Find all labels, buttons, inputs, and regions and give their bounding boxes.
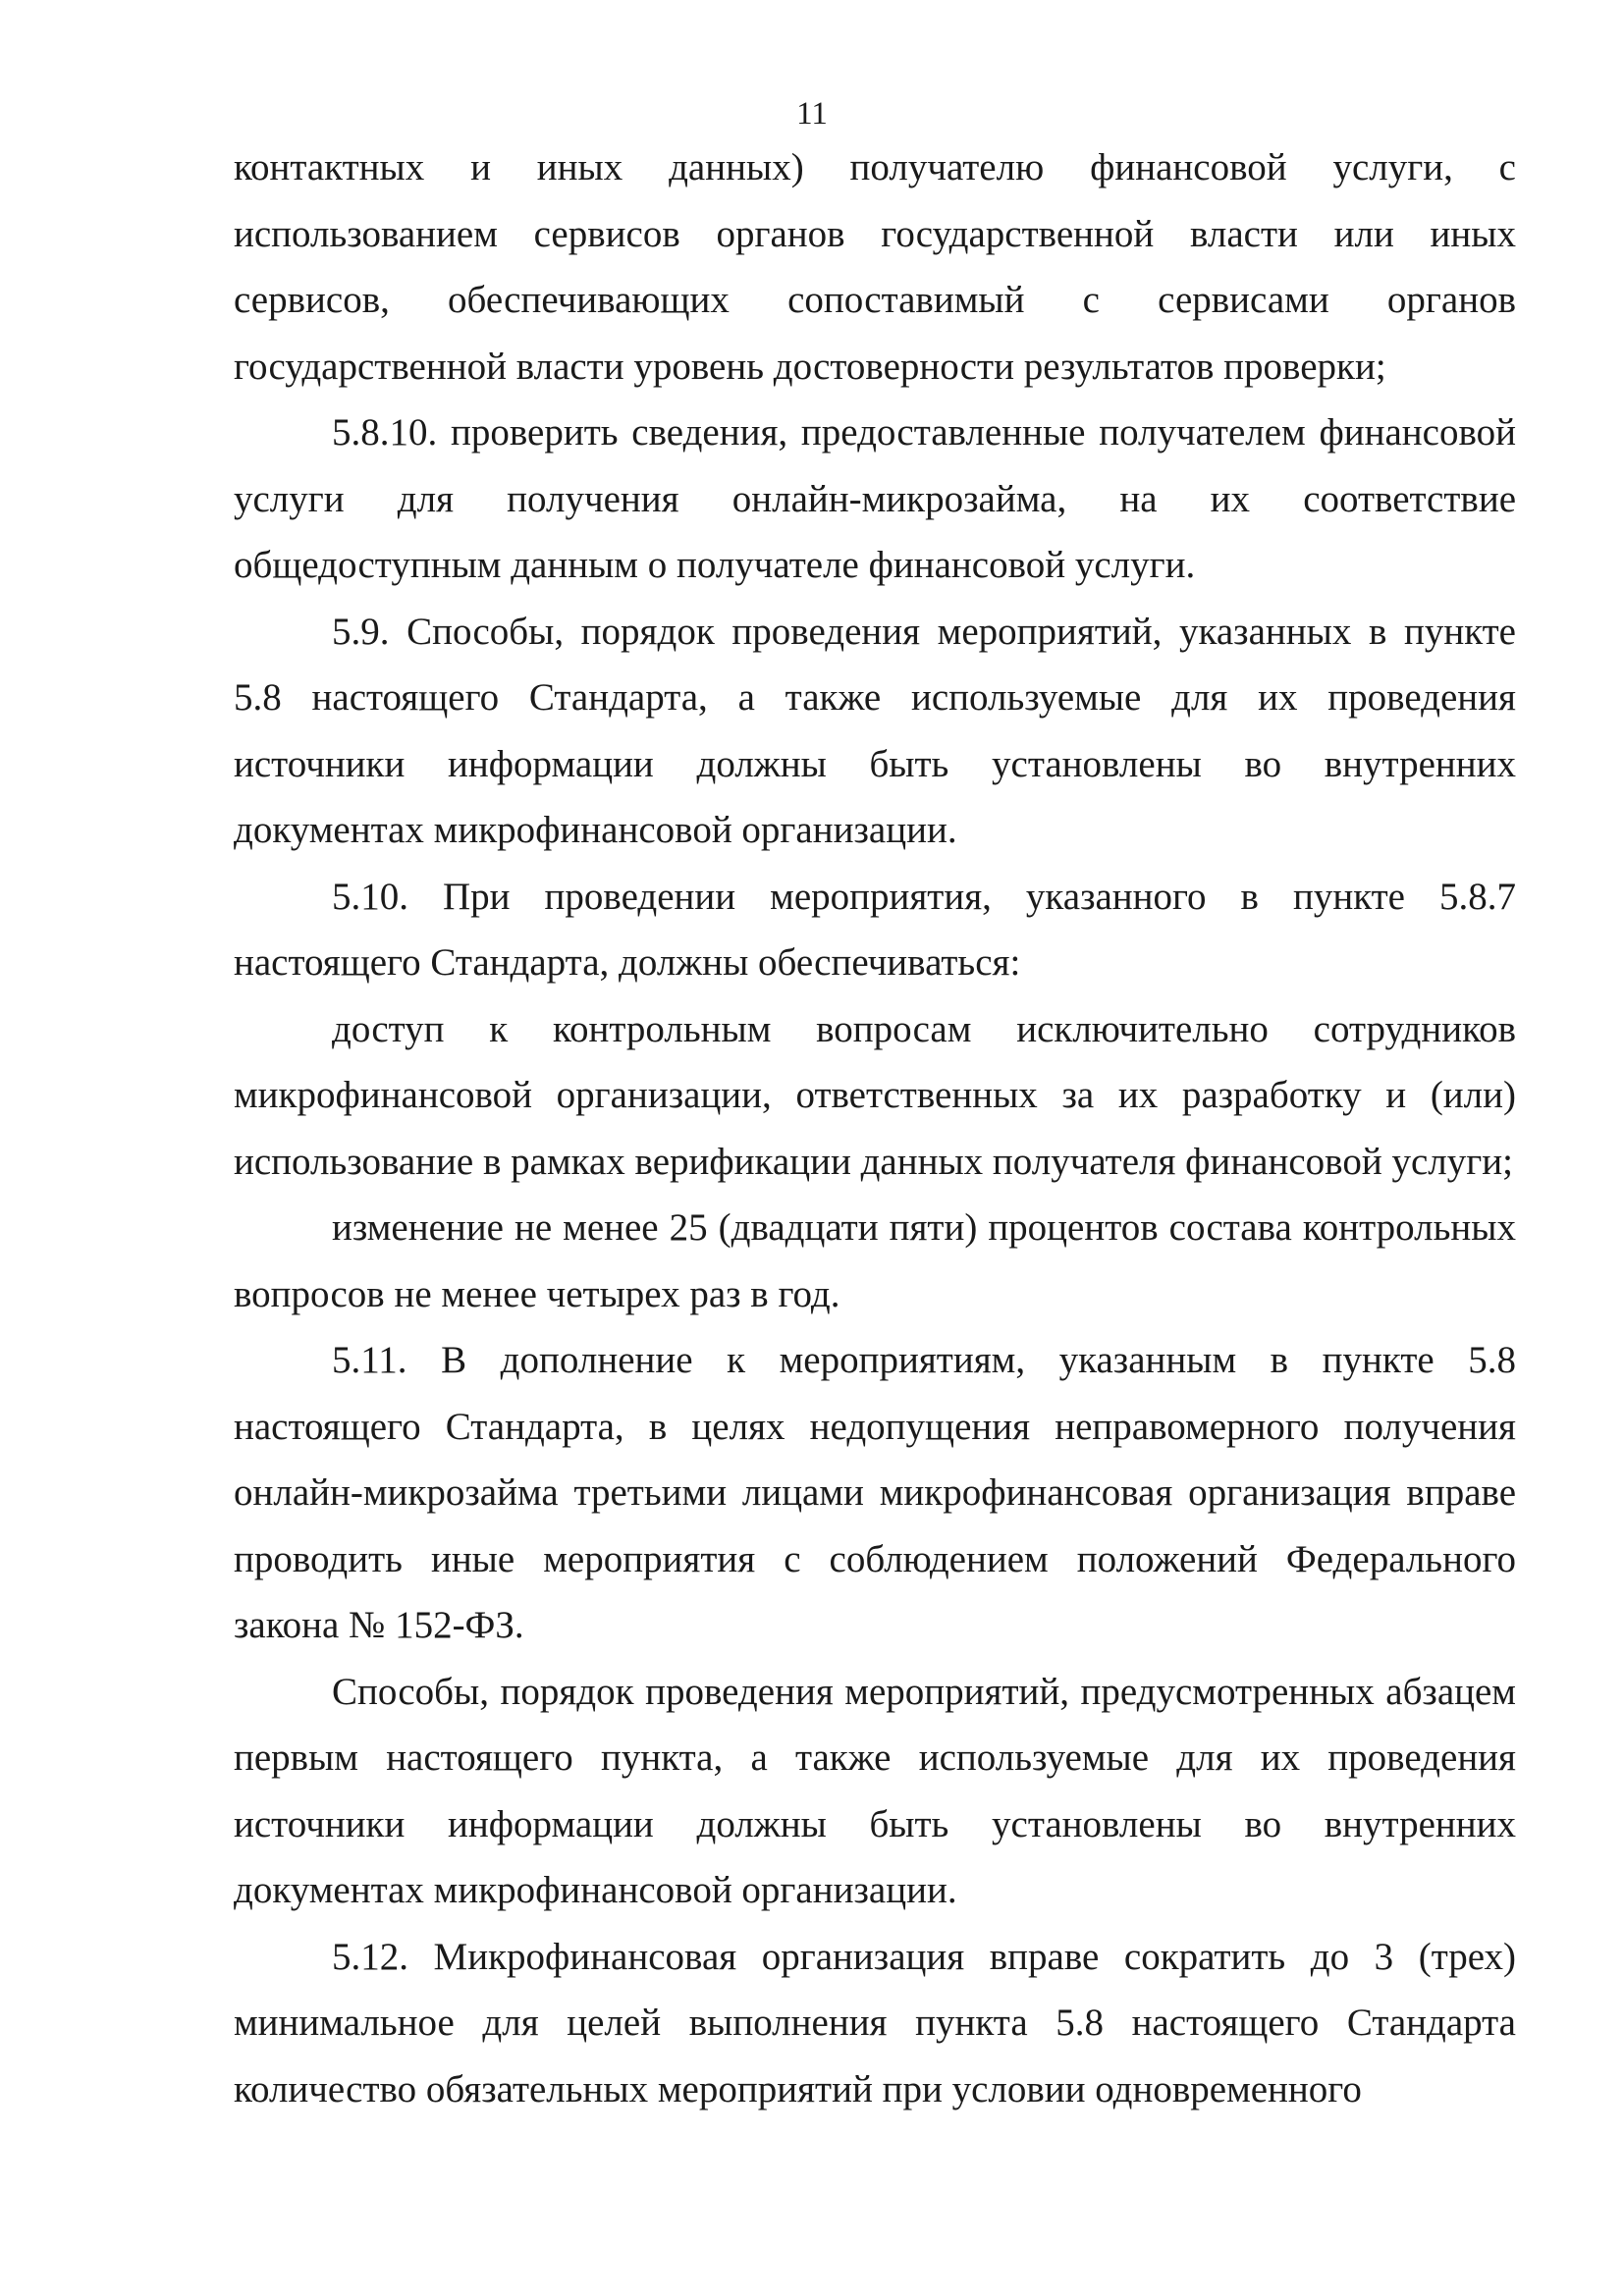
paragraph-5-10-access: доступ к контрольным вопросам исключительно сотрудников микрофинансовой организации, ответственных за их разработку и (или) использование в рамках верификации данных получателя финансовой услуги; [234, 1007, 1516, 1183]
paragraph-5-11-methods: Способы, порядок проведения мероприятий, предусмотренных абзацем первым настоящего пункта, а также используемые для их проведения источники информации должны быть установлены во внутренних документах микрофинансовой организации. [234, 1670, 1516, 1911]
paragraph-5-11: 5.11. В дополнение к мероприятиям, указанным в пункте 5.8 настоящего Стандарта, в целях недопущения неправомерного получения онлайн-микрозайма третьими лицами микрофинансовая организация вправе проводить иные мероприятия с соблюдением положений Федерального закона № 152-ФЗ. [234, 1339, 1516, 1646]
paragraph-5-12: 5.12. Микрофинансовая организация вправе сократить до 3 (трех) минимальное для целей выполнения пункта 5.8 настоящего Стандарта количество обязательных мероприятий при условии одновременного [234, 1935, 1516, 2110]
paragraph-continuation: контактных и иных данных) получателю финансовой услуги, с использованием сервисов органов государственной власти или иных сервисов, обеспечивающих сопоставимый с сервисами органов государственной власти уровень достоверности результатов проверки; [234, 146, 1516, 388]
paragraph-5-10: 5.10. При проведении мероприятия, указанного в пункте 5.8.7 настоящего Стандарта, должны обеспечиваться: [234, 875, 1516, 984]
paragraph-5-8-10: 5.8.10. проверить сведения, предоставленные получателем финансовой услуги для получения онлайн-микрозайма, на их соответствие общедоступным данным о получателе финансовой услуги. [234, 411, 1516, 586]
page-number: 11 [796, 96, 828, 132]
paragraph-5-10-change: изменение не менее 25 (двадцати пяти) процентов состава контрольных вопросов не менее четырех раз в год. [234, 1206, 1516, 1315]
paragraph-5-9: 5.9. Способы, порядок проведения мероприятий, указанных в пункте 5.8 настоящего Стандарта, а также используемые для их проведения источники информации должны быть установлены во внутренних документах микрофинансовой организации. [234, 610, 1516, 851]
document-body [234, 134, 1516, 2122]
